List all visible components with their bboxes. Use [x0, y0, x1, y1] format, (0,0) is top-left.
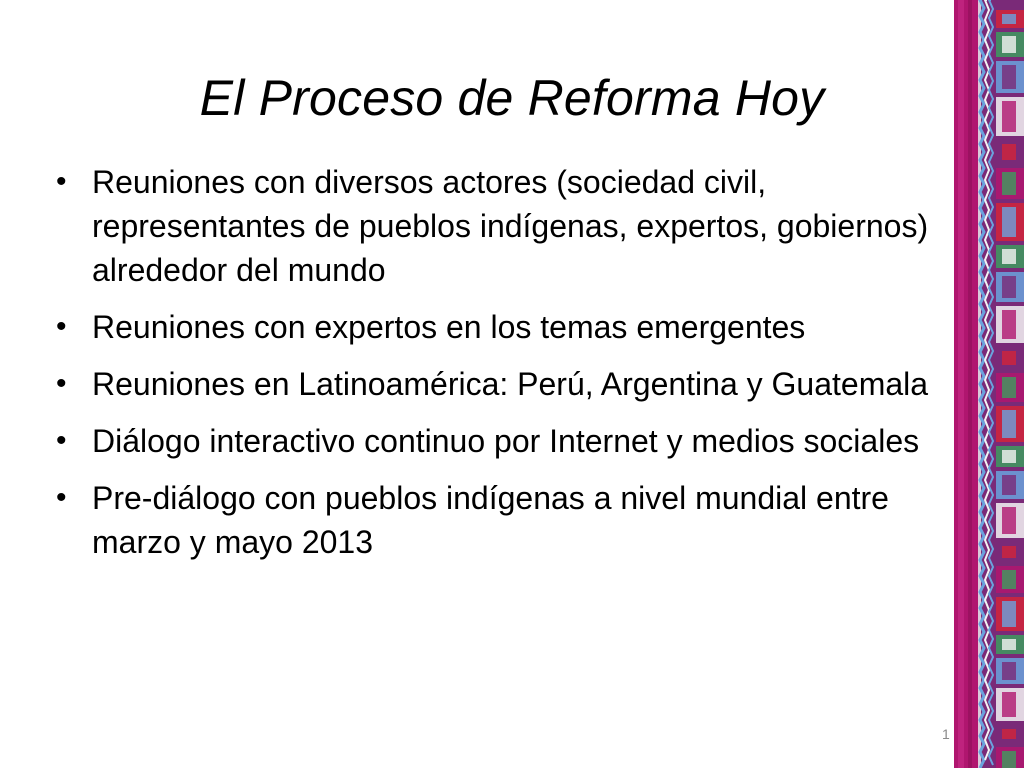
- slide-title: El Proceso de Reforma Hoy: [199, 70, 825, 126]
- bullet-dot-icon: •: [56, 481, 67, 514]
- bullet-text: Reuniones con expertos en los temas emergentes: [92, 309, 806, 345]
- bullet-item: [56, 305, 936, 349]
- bullet-dot-icon: •: [56, 310, 67, 343]
- bullet-dot-icon: •: [56, 165, 67, 198]
- bullet-item: [56, 160, 936, 292]
- bullet-list: [56, 160, 936, 577]
- page-number: 1: [942, 726, 950, 742]
- bullet-text: Diálogo interactivo continuo por Internet y medios sociales: [92, 423, 920, 459]
- bullet-text: Pre-diálogo con pueblos indígenas a nivel mundial entre marzo y mayo 2013: [92, 480, 889, 560]
- bullet-dot-icon: •: [56, 367, 67, 400]
- bullet-dot-icon: •: [56, 424, 67, 457]
- bullet-text: Reuniones en Latinoamérica: Perú, Argentina y Guatemala: [92, 366, 929, 402]
- bullet-item: [56, 362, 936, 406]
- bullet-text: Reuniones con diversos actores (sociedad civil, representantes de pueblos indígenas, expertos, gobiernos) alrededor del mundo: [92, 164, 929, 288]
- bullet-item: [56, 476, 936, 564]
- textile-pattern-icon: [954, 0, 1024, 768]
- textile-border-image: [954, 0, 1024, 768]
- bullet-item: [56, 419, 936, 463]
